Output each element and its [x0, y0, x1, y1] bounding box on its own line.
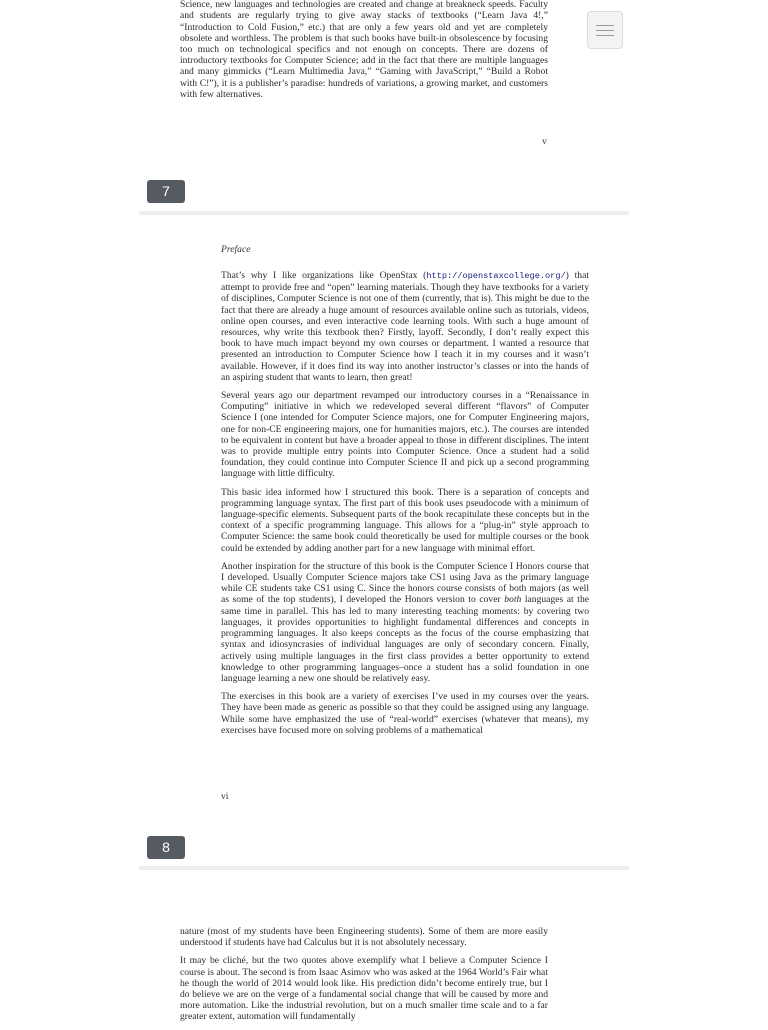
- page-vii-text: [180, 926, 548, 1030]
- hamburger-menu-icon: [596, 25, 614, 26]
- paragraph-text: ) that attempt to provide free and “open” learning materials. Though they have textbooks for a variety of disciplines, Computer Science is not one of them (currently, that is). This might be due to the fact that there are already a huge amount of resources available online such as tutorials, videos, online open courses, and even interactive code learning tools. With such a huge amount of resources, why write this textbook then? Firstly, layoff. Secondly, I don’t really expect this book to have much impact beyond my own courses or department. I wanted a resource that presented an introduction to Computer Science how I teach it in my courses and it wasn’t available. However, if it does find its way into another instructor’s classes or into the hands of an aspiring student that wants to learn, then great!: [221, 270, 589, 383]
- running-head: Preface: [221, 244, 251, 255]
- page-number: v: [542, 136, 547, 147]
- openstax-link[interactable]: http://openstaxcollege.org/: [426, 271, 566, 281]
- hamburger-menu-icon-line: [596, 30, 614, 31]
- paragraph: Science, new languages and technologies are created and change at breakneck speeds. Faculty and students are regularly trying to give away stacks of textbooks (“Learn Java 4!,” “Introduction to Cold Fusion,” etc.) that are only a few years old and yet are completely obsolete and worthless. The problem is that such books have built-in obsolescence by focusing too much on technological specifics and not enough on concepts. There are dozens of introductory textbooks for Computer Science; add in the fact that there are multiple languages and many gimmicks (“Learn Multimedia Java,” “Gaming with JavaScript,” “Build a Robot with C!”), it is a publisher’s paradise: hundreds of variations, a growing market, and customers with few alternatives.: [180, 0, 548, 100]
- hamburger-menu-icon-line: [596, 35, 614, 36]
- paragraph: The exercises in this book are a variety of exercises I’ve used in my courses over the years. They have been made as generic as possible so that they could be assigned using any language. While some have emphasized the use of “real-world” exercises (whatever that means), my exercises have focused more on solving problems of a mathematical: [221, 691, 589, 736]
- paragraph-text: languages at the same time in parallel. This has led to many interesting teaching moments: by covering two languages, it provides opportunities to highlight fundamental differences and concepts in programming languages. It also keeps concepts as the focus of the course emphasizing that syntax and idiosyncrasies of individual languages are only of secondary concern. Finally, actively using multiple languages in the first class provides a better opportunity to extend knowledge to other programming languages–once a student has a solid foundation in one language learning a new one should be relatively easy.: [221, 594, 590, 684]
- paragraph: [221, 561, 589, 684]
- page-marker: 8: [147, 836, 185, 859]
- page-separator: [139, 211, 629, 215]
- page-vi-text: [221, 270, 589, 743]
- page-number: vi: [221, 791, 229, 802]
- page-v-text: [180, 0, 548, 107]
- page-marker: 7: [147, 180, 185, 203]
- paragraph: This basic idea informed how I structured this book. There is a separation of concepts and programming language syntax. The first part of this book uses pseudocode with a minimum of language-specific elements. Subsequent parts of the book recapitulate these concepts but in the context of a specific programming language. This allows for a “plug-in” style approach to Computer Science: the same book could theoretically be used for multiple courses or the book could be extended by adding another part for a new language with minimal effort.: [221, 486, 589, 554]
- emphasis: both: [504, 594, 522, 606]
- menu-button[interactable]: [587, 11, 623, 49]
- paragraph: [221, 270, 589, 383]
- page-separator: [139, 866, 629, 870]
- paragraph: Several years ago our department revamped our introductory courses in a “Renaissance in Computing” initiative in which we redeveloped several different “flavors” of Computer Science I (one intended for Computer Science majors, one for Computer Engineering majors, one for non-CE engineering majors, one for humanities majors, etc.). The courses are intended to be equivalent in content but have a broader appeal to those in different disciplines. The intent was to provide multiple entry points into Computer Science. Once a student had a solid foundation, they could continue into Computer Science II and pick up a second programming language with little difficulty.: [221, 390, 589, 480]
- paragraph-text: That’s why I like organizations like OpenStax (: [221, 270, 427, 281]
- paragraph: nature (most of my students have been Engineering students). Some of them are more easily understood if students have had Calculus but it is not absolutely necessary.: [180, 926, 548, 949]
- paragraph: It may be cliché, but the two quotes above exemplify what I believe a Computer Science I course is about. The second is from Isaac Asimov who was asked at the 1964 World’s Fair what he though the world of 2014 would look like. His prediction didn’t become entirely true, but I do believe we are on the verge of a fundamental social change that will be caused by more and more automation. Like the industrial revolution, but on a much smaller time scale and to a far greater extent, automation will fundamentally: [180, 955, 548, 1023]
- paragraph-text: Another inspiration for the structure of this book is the Computer Science I Honors course that I developed. Usually Computer Science majors take CS1 using Java as the primary language while CE students take CS1 using C. Since the honors course consists of both majors (as well as some of the top students), I developed the Honors version to cover: [221, 560, 589, 606]
